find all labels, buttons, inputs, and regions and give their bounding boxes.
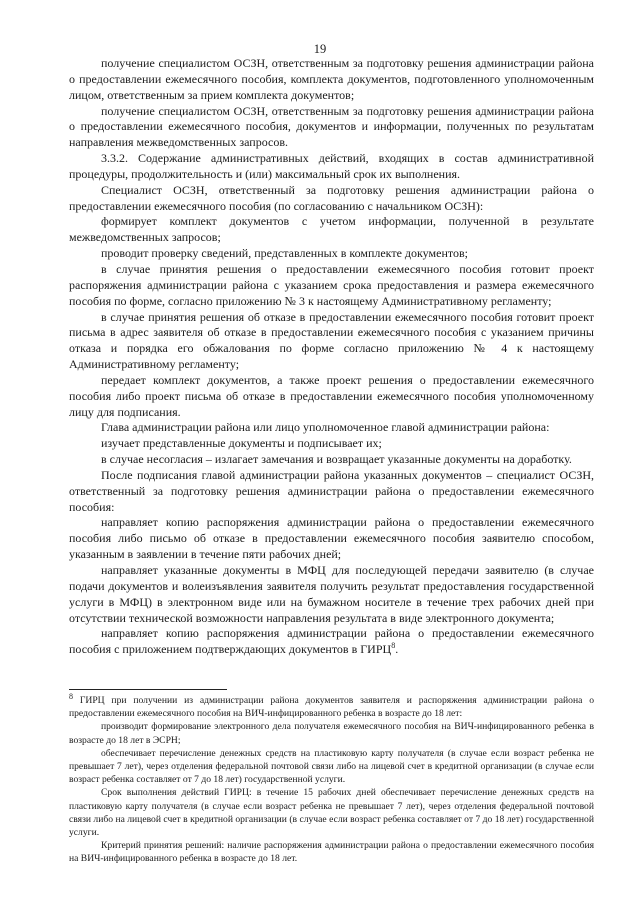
paragraph: 3.3.2. Содержание административных действий, входящих в состав административной процедуры, продолжительность и (или) максимальный срок их выполнения. — [69, 151, 594, 181]
paragraph: получение специалистом ОСЗН, ответственным за подготовку решения администрации района о предоставлении ежемесячного пособия, документов и информации, полученных по результатам направления межведомственных запросов. — [69, 103, 594, 150]
paragraph-with-footnote — [69, 626, 594, 658]
paragraph-text: направляет копию распоряжения администрации района о предоставлении ежемесячного пособия с приложением подтверждающих документов в ГИРЦ — [69, 626, 594, 657]
page-number: 19 — [313, 42, 327, 56]
paragraph: в случае принятия решения о предоставлении ежемесячного пособия готовит проект распоряжения администрации района с указанием срока предоставления и размера ежемесячного пособия по форме, согласно приложению № 3 к настоящему Административному регламенту; — [69, 261, 594, 308]
main-text — [69, 56, 594, 658]
paragraph-tail: . — [395, 642, 399, 657]
paragraph: Специалист ОСЗН, ответственный за подготовку решения администрации района о предоставлении ежемесячного пособия (по согласованию с начальником ОСЗН): — [69, 182, 594, 213]
footnote-item: Срок выполнения действий ГИРЦ: в течение 15 рабочих дней обеспечивает перечисление денежных средств на пластиковую карту получателя (в случае если возраст ребенка не превышает 7 лет), через отделения федеральной почтовой связи либо на лицевой счет в кредитной организации (в случае если возраст ребенка составляет от 7 до 18 лет) государственной услуги. — [69, 787, 594, 839]
footnote-item: обеспечивает перечисление денежных средств на пластиковую карту получателя (в случае если возраст ребенка не превышает 7 лет), через отделения федеральной почтовой связи либо на лицевой счет в кредитной организации (в случае если возраст ребенка составляет от 7 до 18 лет) государственной услуги. — [69, 747, 594, 786]
footnote-text: ГИРЦ при получении из администрации района документов заявителя и распоряжения администрации района о предоставлении ежемесячного пособия на ВИЧ-инфицированного ребенка в возрасте до 18 лет: — [69, 695, 594, 720]
paragraph: в случае принятия решения об отказе в предоставлении ежемесячного пособия готовит проект письма в адрес заявителя об отказе в предоставлении ежемесячного пособия с указанием причины отказа и порядка его обжалования по форме согласно приложению № 4 к настоящему Административному регламенту; — [69, 309, 594, 372]
paragraph: формирует комплект документов с учетом информации, полученной в результате межведомственных запросов; — [69, 214, 594, 245]
paragraph: направляет указанные документы в МФЦ для последующей передачи заявителю (в случае подачи документов и волеизъявления заявителя получить результат предоставления государственной услуги в МФЦ) в электронном виде или на бумажном носителе в течение трех рабочих дней при отсутствии технической возможности направления результата в виде электронного документа; — [69, 563, 594, 625]
footnote-intro — [69, 691, 594, 720]
paragraph: получение специалистом ОСЗН, ответственным за подготовку решения администрации района о предоставлении ежемесячного пособия, комплекта документов, подготовленного уполномоченным лицом, ответственным за прием комплекта документов; — [69, 56, 594, 102]
footnote-item: Критерий принятия решений: наличие распоряжения администрации района о предоставлении ежемесячного пособия на ВИЧ-инфицированного ребенка в возрасте до 18 лет. — [69, 840, 594, 865]
footnote-reference[interactable]: 8 — [391, 641, 396, 651]
footnote-item: производит формирование электронного дела получателя ежемесячного пособия на ВИЧ-инфицированного ребенка в возрасте до 18 лет в ЭСРН; — [69, 721, 594, 746]
paragraph: направляет копию распоряжения администрации района о предоставлении ежемесячного пособия либо письмо об отказе в предоставлении ежемесячного пособия заявителю способом, указанным в заявлении в течение пяти рабочих дней; — [69, 515, 594, 562]
paragraph: передает комплект документов, а также проект решения о предоставлении ежемесячного пособия либо проект письма об отказе в предоставлении ежемесячного пособия уполномоченному лицу для подписания. — [69, 372, 594, 419]
footnote-marker: 8 — [69, 691, 73, 701]
paragraph: изучает представленные документы и подписывает их; — [101, 436, 382, 451]
footnote-separator — [69, 689, 227, 690]
footnote — [69, 691, 594, 866]
paragraph: проводит проверку сведений, представленных в комплекте документов; — [101, 246, 468, 261]
paragraph: Глава администрации района или лицо уполномоченное главой администрации района: — [101, 420, 550, 435]
paragraph: в случае несогласия – излагает замечания и возвращает указанные документы на доработку. — [101, 452, 572, 467]
paragraph: После подписания главой администрации района указанных документов – специалист ОСЗН, ответственный за подготовку решения администрации района о предоставлении ежемесячного пособия: — [69, 467, 594, 514]
